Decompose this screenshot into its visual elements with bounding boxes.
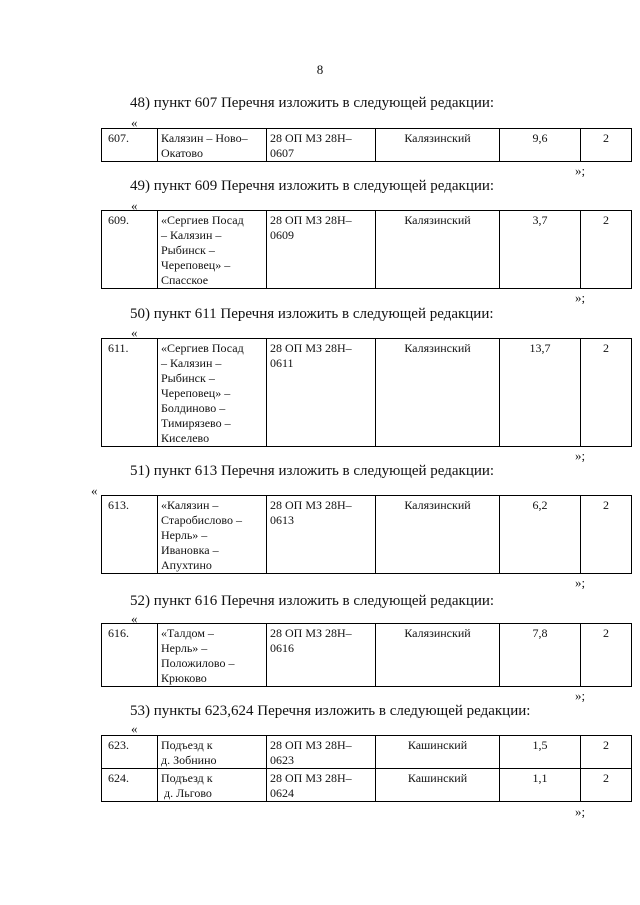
item-number-cell: 609.: [102, 211, 158, 289]
length-cell: 9,6: [500, 129, 581, 162]
road-code-cell: 28 ОП МЗ 28Н– 0613: [267, 496, 376, 574]
length-cell: 6,2: [500, 496, 581, 574]
road-code-cell: 28 ОП МЗ 28Н– 0623: [267, 736, 376, 769]
item-number-cell: 611.: [102, 339, 158, 447]
length-cell: 1,5: [500, 736, 581, 769]
district-cell: Калязинский: [376, 129, 500, 162]
length-cell: 7,8: [500, 624, 581, 687]
open-quote: «: [91, 483, 98, 498]
section-heading: 51) пункт 613 Перечня изложить в следующей редакции:: [130, 463, 495, 479]
road-code-cell: 28 ОП МЗ 28Н– 0616: [267, 624, 376, 687]
table-row: [102, 211, 632, 289]
road-code-cell: 28 ОП МЗ 28Н– 0611: [267, 339, 376, 447]
category-cell: 2: [581, 496, 632, 574]
entry-table: [101, 128, 632, 162]
road-name-cell: Подъезд к д. Льгово: [158, 769, 267, 802]
table-row: [102, 624, 632, 687]
road-name-cell: «Талдом – Нерль» – Положилово – Крюково: [158, 624, 267, 687]
category-cell: 2: [581, 211, 632, 289]
road-code-cell: 28 ОП МЗ 28Н– 0607: [267, 129, 376, 162]
close-quote: »;: [575, 448, 586, 463]
page-number: 8: [316, 62, 324, 77]
category-cell: 2: [581, 339, 632, 447]
district-cell: Кашинский: [376, 736, 500, 769]
road-code-cell: 28 ОП МЗ 28Н– 0609: [267, 211, 376, 289]
district-cell: Калязинский: [376, 496, 500, 574]
length-cell: 3,7: [500, 211, 581, 289]
open-quote: «: [131, 115, 138, 130]
length-cell: 13,7: [500, 339, 581, 447]
table-row: [102, 736, 632, 769]
table-row: [102, 339, 632, 447]
table-row: [102, 769, 632, 802]
entry-table: [101, 210, 632, 289]
item-number-cell: 616.: [102, 624, 158, 687]
road-name-cell: Подъезд к д. Зобнино: [158, 736, 267, 769]
road-name-cell: «Калязин – Старобислово – Нерль» – Ивановка – Апухтино: [158, 496, 267, 574]
section-heading: 53) пункты 623,624 Перечня изложить в следующей редакции:: [130, 703, 531, 719]
open-quote: «: [131, 198, 138, 213]
section-heading: 50) пункт 611 Перечня изложить в следующей редакции:: [130, 306, 494, 322]
open-quote: «: [131, 325, 138, 340]
table-row: [102, 496, 632, 574]
length-cell: 1,1: [500, 769, 581, 802]
district-cell: Кашинский: [376, 769, 500, 802]
category-cell: 2: [581, 129, 632, 162]
close-quote: »;: [575, 290, 586, 305]
entry-table: [101, 623, 632, 687]
road-name-cell: «Сергиев Посад – Калязин – Рыбинск – Череповец» – Спасское: [158, 211, 267, 289]
entry-table: [101, 338, 632, 447]
item-number-cell: 607.: [102, 129, 158, 162]
item-number-cell: 613.: [102, 496, 158, 574]
category-cell: 2: [581, 624, 632, 687]
road-name-cell: Калязин – Ново– Окатово: [158, 129, 267, 162]
open-quote: «: [131, 721, 138, 736]
district-cell: Калязинский: [376, 339, 500, 447]
table-row: [102, 129, 632, 162]
road-code-cell: 28 ОП МЗ 28Н– 0624: [267, 769, 376, 802]
entry-table: [101, 495, 632, 574]
section-heading: 52) пункт 616 Перечня изложить в следующей редакции:: [130, 593, 495, 609]
close-quote: »;: [575, 804, 586, 819]
district-cell: Калязинский: [376, 624, 500, 687]
open-quote: «: [131, 611, 138, 626]
close-quote: »;: [575, 688, 586, 703]
close-quote: »;: [575, 163, 586, 178]
road-name-cell: «Сергиев Посад – Калязин – Рыбинск – Череповец» – Болдиново – Тимирязево – Киселево: [158, 339, 267, 447]
section-heading: 49) пункт 609 Перечня изложить в следующей редакции:: [130, 178, 495, 194]
close-quote: »;: [575, 575, 586, 590]
category-cell: 2: [581, 736, 632, 769]
entry-table: [101, 735, 632, 802]
item-number-cell: 623.: [102, 736, 158, 769]
category-cell: 2: [581, 769, 632, 802]
section-heading: 48) пункт 607 Перечня изложить в следующей редакции:: [130, 95, 495, 111]
item-number-cell: 624.: [102, 769, 158, 802]
district-cell: Калязинский: [376, 211, 500, 289]
